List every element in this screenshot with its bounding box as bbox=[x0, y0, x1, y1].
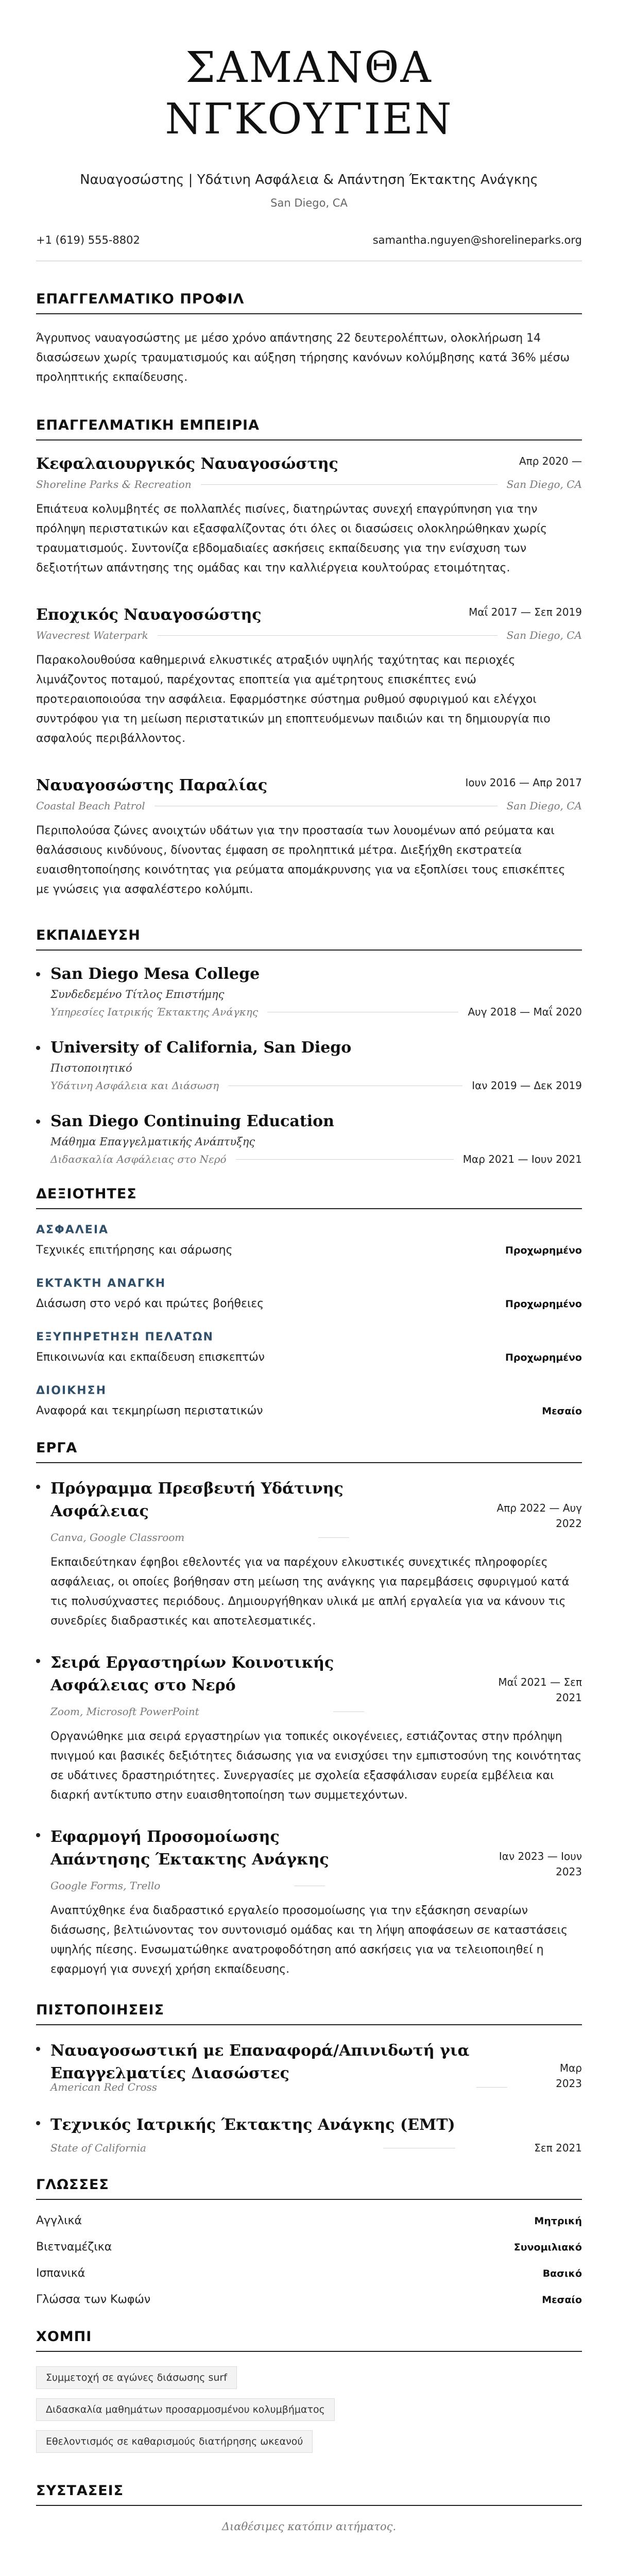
headline: Ναυαγοσώστης | Υδάτινη Ασφάλεια & Απάντηση Έκτακτης Ανάγκης bbox=[80, 172, 538, 188]
language-name: Γλώσσα των Κωφών bbox=[36, 2293, 151, 2306]
education-section bbox=[36, 927, 582, 1165]
section-title: ΕΠΑΓΓΕΛΜΑΤΙΚΗ ΕΜΠΕΙΡΙΑ bbox=[36, 417, 582, 440]
project-description: Εκπαιδεύτηκαν έφηβοι εθελοντές για να παρέχουν ελκυστικές συνεχτικές πληροφορίες ασφάλειας, οι οποίες βοήθησαν στη μείωση της ανάγκης για παρεμβάσεις σφυριγμού κατά τις πολυσύχναστες περιόδους. Δημιουργήθηκαν υλικά με απλή εργαλεία για να κάνουν τις συνεδρίες διαδραστικές και αποτελεσματικές. bbox=[50, 1556, 570, 1628]
skill-category: ΕΚΤΑΚΤΗ ΑΝΑΓΚΗ bbox=[36, 1277, 166, 1290]
email: samantha.nguyen@shorelineparks.org bbox=[372, 234, 582, 246]
project-title: Σειρά Εργαστηρίων Κοινοτικής Ασφάλειας στο Νερό bbox=[50, 1654, 334, 1694]
skill-name: Αναφορά και τεκμηρίωση περιστατικών bbox=[36, 1404, 263, 1417]
language-row bbox=[36, 2214, 582, 2227]
language-level: Βασικό bbox=[542, 2267, 582, 2279]
project-entry bbox=[36, 1652, 582, 1805]
project-tools: Google Forms, Trello bbox=[50, 1879, 161, 1892]
certification-issuer: American Red Cross bbox=[50, 2081, 158, 2093]
project-tools: Zoom, Microsoft PowerPoint bbox=[50, 1705, 199, 1718]
project-description: Αναπτύχθηκε ένα διαδραστικό εργαλείο προσομοίωσης για την εξάσκηση σεναρίων διάσωσης, βελτιώνοντας τον συντονισμό ομάδας και τη λήψη αποφάσεων σε καταστάσεις υψηλής πίεσης. Ενσωματώθηκε ανατροφοδότηση από ασκήσεις για να τελειοποιηθεί η εφαρμογή για συνεχή χρήση εκπαίδευσης. bbox=[50, 1904, 568, 1976]
divider bbox=[201, 484, 497, 485]
school-name: San Diego Continuing Education bbox=[50, 1112, 334, 1130]
section-title: ΠΙΣΤΟΠΟΙΗΣΕΙΣ bbox=[36, 2002, 582, 2025]
certification-entry bbox=[36, 2114, 582, 2154]
degree: Συνδεδεμένο Τίτλος Επιστήμης bbox=[50, 988, 225, 1001]
phone: +1 (619) 555-8802 bbox=[36, 234, 140, 246]
section-title: ΣΥΣΤΑΣΕΙΣ bbox=[36, 2483, 582, 2506]
skill-name: Διάσωση στο νερό και πρώτες βοήθειες bbox=[36, 1297, 264, 1310]
skill-category: ΕΞΥΠΗΡΕΤΗΣΗ ΠΕΛΑΤΩΝ bbox=[36, 1331, 214, 1344]
skill-category: ΔΙΟΙΚΗΣΗ bbox=[36, 1384, 107, 1397]
divider bbox=[236, 1159, 454, 1160]
divider bbox=[318, 1537, 349, 1538]
education-entry bbox=[36, 1039, 582, 1092]
candidate-name: ΣΑΜΑΝΘΑ ΝΓΚΟΥΓΙΕΝ bbox=[165, 43, 453, 144]
skill-level: Προχωρημένο bbox=[505, 1298, 582, 1310]
certification-title: Ναυαγοσωστική με Επαναφορά/Απινιδωτή για Επαγγελματίες Διασώστες bbox=[50, 2042, 470, 2082]
job-location: San Diego, CA bbox=[506, 629, 582, 641]
education-entry bbox=[36, 965, 582, 1018]
education-dates: Μαρ 2021 — Ιουν 2021 bbox=[462, 1153, 582, 1165]
section-title: ΕΡΓΑ bbox=[36, 1440, 582, 1463]
job-title: Κεφαλαιουργικός Ναυαγοσώστης bbox=[36, 455, 338, 473]
skill-level: Προχωρημένο bbox=[505, 1244, 582, 1256]
employer: Coastal Beach Patrol bbox=[36, 800, 145, 812]
job-title: Ναυαγοσώστης Παραλίας bbox=[36, 776, 268, 794]
divider bbox=[333, 1711, 364, 1712]
degree: Μάθημα Επαγγελματικής Ανάπτυξης bbox=[50, 1136, 255, 1148]
section-title: ΓΛΩΣΣΕΣ bbox=[36, 2177, 582, 2200]
job-description: Περιπολούσα ζώνες ανοιχτών υδάτων για την προστασία των λουομένων από ρεύματα και θαλάσσιους κινδύνους, δίνοντας έμφαση σε προληπτικά μέτρα. Διεξήχθη εκστρατεία ευαισθητοποίησης κοινότητας για ρεύματα απομάκρυνσης για να εξοπλίσει τους επισκέπτες με γνώσεις για ασφαλέστερο κολύμπι. bbox=[36, 824, 565, 896]
section-title: ΧΟΜΠΙ bbox=[36, 2329, 582, 2352]
job-title: Εποχικός Ναυαγοσώστης bbox=[36, 606, 262, 624]
certification-issuer: State of California bbox=[50, 2142, 146, 2154]
hobby-chip: Διδασκαλία μαθημάτων προσαρμοσμένου κολυμβήματος bbox=[36, 2398, 335, 2421]
contact-bar bbox=[36, 234, 582, 261]
job-entry bbox=[36, 455, 582, 578]
school-name: San Diego Mesa College bbox=[50, 965, 260, 983]
education-dates: Αυγ 2018 — Μαΐ 2020 bbox=[468, 1006, 582, 1018]
certification-title: Τεχνικός Ιατρικής Έκτακτης Ανάγκης (EMT) bbox=[50, 2116, 455, 2134]
language-name: Βιετναμέζικα bbox=[36, 2241, 112, 2253]
language-row bbox=[36, 2267, 582, 2280]
education-entry bbox=[36, 1112, 582, 1165]
skill-level: Προχωρημένο bbox=[505, 1351, 582, 1363]
job-entry bbox=[36, 606, 582, 749]
skill-name: Επικοινωνία και εκπαίδευση επισκεπτών bbox=[36, 1351, 265, 1364]
skill-row bbox=[36, 1404, 582, 1417]
language-row bbox=[36, 2293, 582, 2306]
language-name: Ισπανικά bbox=[36, 2267, 85, 2280]
skill-category: ΑΣΦΑΛΕΙΑ bbox=[36, 1224, 109, 1236]
certification-entry bbox=[36, 2040, 582, 2093]
languages-section bbox=[36, 2177, 582, 2306]
hobby-chip: Συμμετοχή σε αγώνες διάσωσης surf bbox=[36, 2366, 237, 2389]
hobby-chip: Εθελοντισμός σε καθαρισμούς διατήρησης ωκεανού bbox=[36, 2430, 313, 2453]
job-dates: Μαΐ 2017 — Σεπ 2019 bbox=[469, 606, 582, 618]
certification-date: Μαρ 2023 bbox=[556, 2062, 582, 2090]
degree: Πιστοποιητικό bbox=[50, 1062, 132, 1074]
project-title: Εφαρμογή Προσομοίωσης Απάντησης Έκτακτης Ανάγκης bbox=[50, 1828, 329, 1869]
project-dates: Μαΐ 2021 — Σεπ 2021 bbox=[498, 1676, 582, 1704]
profile-section bbox=[36, 291, 582, 387]
language-row bbox=[36, 2241, 582, 2253]
project-dates: Απρ 2022 — Αυγ 2022 bbox=[496, 1502, 582, 1530]
project-entry bbox=[36, 1478, 582, 1631]
divider bbox=[476, 2087, 507, 2088]
references-section bbox=[36, 2483, 582, 2533]
job-location: San Diego, CA bbox=[506, 478, 582, 490]
projects-section bbox=[36, 1440, 582, 1979]
job-location: San Diego, CA bbox=[506, 800, 582, 812]
language-name: Αγγλικά bbox=[36, 2214, 82, 2227]
project-title: Πρόγραμμα Πρεσβευτή Υδάτινης Ασφάλειας bbox=[50, 1480, 344, 1520]
school-name: University of California, San Diego bbox=[50, 1039, 352, 1057]
section-title: ΔΕΞΙΟΤΗΤΕΣ bbox=[36, 1186, 582, 1209]
project-dates: Ιαν 2023 — Ιουν 2023 bbox=[499, 1850, 582, 1878]
job-entry bbox=[36, 776, 582, 900]
certification-date: Σεπ 2021 bbox=[534, 2142, 582, 2154]
section-title: ΕΚΠΑΙΔΕΥΣΗ bbox=[36, 927, 582, 951]
divider bbox=[158, 635, 497, 636]
language-level: Μητρική bbox=[534, 2215, 582, 2227]
experience-section bbox=[36, 417, 582, 900]
section-title: ΕΠΑΓΓΕΛΜΑΤΙΚΟ ΠΡΟΦΙΛ bbox=[36, 291, 582, 314]
certifications-section bbox=[36, 2002, 582, 2154]
job-dates: Ιουν 2016 — Απρ 2017 bbox=[465, 776, 582, 789]
skill-row bbox=[36, 1244, 582, 1257]
profile-text: Άγρυπνος ναυαγοσώστης με μέσο χρόνο απάντησης 22 δευτερολέπτων, ολοκλήρωση 14 διασώσεων χωρίς τραυματισμούς και αύξηση τήρησης κανόνων κολύμβησης κατά 36% μέσω προληπτικής εκπαίδευσης. bbox=[36, 332, 570, 384]
job-description: Επιάτευα κολυμβητές σε πολλαπλές πισίνες, διατηρώντας συνεχή επαγρύπνηση για την πρόληψη περιστατικών και εξασφαλίζοντας ότι όλες οι διασώσεις ολοκληρώθηκαν χωρίς τραυματισμούς. Συντονίζα εβδομαδιαίες ασκήσεις εκπαίδευσης για την ενίσχυση των δεξιοτήτων απάντησης της ομάδας και την καλλιέργεια κουλτούρας ετοιμότητας. bbox=[36, 503, 547, 574]
language-level: Μεσαίο bbox=[542, 2294, 582, 2306]
skill-level: Μεσαίο bbox=[542, 1405, 582, 1417]
job-dates: Απρ 2020 — bbox=[519, 455, 582, 467]
skills-section bbox=[36, 1186, 582, 1417]
employer: Wavecrest Waterpark bbox=[36, 629, 148, 641]
location: San Diego, CA bbox=[270, 197, 348, 209]
field-of-study: Υδάτινη Ασφάλεια και Διάσωση bbox=[50, 1079, 219, 1092]
field-of-study: Υπηρεσίες Ιατρικής Έκτακτης Ανάγκης bbox=[50, 1006, 259, 1018]
field-of-study: Διδασκαλία Ασφάλειας στο Νερό bbox=[50, 1153, 227, 1165]
skill-row bbox=[36, 1297, 582, 1310]
project-entry bbox=[36, 1826, 582, 1979]
project-tools: Canva, Google Classroom bbox=[50, 1531, 185, 1544]
employer: Shoreline Parks & Recreation bbox=[36, 478, 192, 490]
skill-row bbox=[36, 1351, 582, 1364]
references-text: Διαθέσιμες κατόπιν αιτήματος. bbox=[221, 2520, 397, 2533]
language-level: Συνομιλιακό bbox=[513, 2241, 582, 2253]
skill-name: Τεχνικές επιτήρησης και σάρωσης bbox=[36, 1244, 233, 1257]
education-dates: Ιαν 2019 — Δεκ 2019 bbox=[472, 1079, 582, 1092]
hobbies-section bbox=[36, 2329, 582, 2462]
job-description: Παρακολουθούσα καθημερινά ελκυστικές ατραξιόν υψηλής ταχύτητας και περιοχές λιμνάζοντος ποταμού, παρέχοντας εποπτεία για αμέτρητους επισκέπτες ενώ προτεραιοποιούσα την ασφάλεια. Εφαρμόστηκε σύστημα ρυθμού σφυριγμού και ελέγχοι συντρόφου για τη μείωση περιστατικών μη εποπτευόμενων παιδιών και τη δημιουργία πιο ασφαλούς περιβάλλοντος. bbox=[36, 654, 551, 745]
project-description: Οργανώθηκε μια σειρά εργαστηρίων για τοπικές οικογένειες, εστιάζοντας στην πρόληψη πνιγμού και βασικές δεξιότητες διάσωσης για να ενισχύσει την εμπιστοσύνη της κοινότητας σε υδάτινες δραστηριότητες. Συνεργασίες με σχολεία εξασφάλισαν ευρεία εμβέλεια και διαρκή αντίκτυπο στην ευαισθητοποίηση των συμμετεχόντων. bbox=[50, 1730, 582, 1802]
